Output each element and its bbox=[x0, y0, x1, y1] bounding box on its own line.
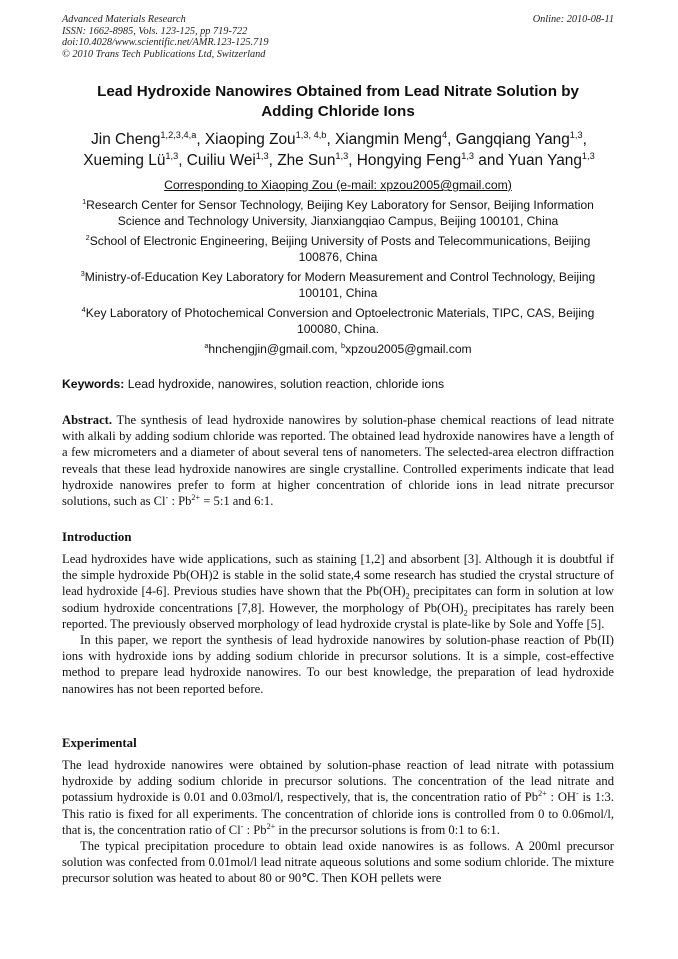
experimental-heading: Experimental bbox=[62, 736, 137, 750]
paragraph: Lead hydroxides have wide applications, such as staining [1,2] and absorbent [3]. Although it is doubtful if the simple hydroxide Pb(OH)2 is stable in the solid state,4 some research has studied the crystal structure of lead hydroxide [4-6]. Previous studies have shown that the $Pb(OH)_2$ precipitates can form in solution at low sodium hydroxide concentrations [7,8]. However, the morphology of $Pb(OH)_2$ precipitates has rarely been reported. The previously observed morphology of lead hydroxide crystal is plate-like by Sole and Yoffe [5]. bbox=[62, 552, 614, 631]
author: Yuan Yang$^{1,3}$ bbox=[507, 150, 595, 169]
email-b[interactable]: xpzou2005@gmail.com bbox=[345, 342, 472, 356]
author: Xiaoping Zou$^{1,3, 4,b}$, bbox=[204, 129, 335, 148]
email-a[interactable]: hnchengjin@gmail.com, bbox=[208, 342, 342, 356]
paper-title bbox=[62, 82, 614, 122]
abstract-label: Abstract. bbox=[62, 413, 113, 427]
author: Hongying Feng$^{1,3}$ and bbox=[356, 150, 508, 169]
journal-header bbox=[62, 14, 614, 60]
keywords-text: Lead hydroxide, nanowires, solution reaction, chloride ions bbox=[124, 377, 445, 391]
author-list bbox=[50, 129, 628, 171]
author: Zhe Sun$^{1,3}$, bbox=[277, 150, 357, 169]
corresponding-author-link[interactable]: Corresponding to Xiaoping Zou (e-mail: xpzou2005@gmail.com) bbox=[164, 178, 512, 192]
author: Gangqiang Yang$^{1,3}$, bbox=[455, 129, 587, 148]
paragraph: The lead hydroxide nanowires were obtained by solution-phase reaction of lead nitrate with potassium hydroxide by adding sodium chloride in precursor solutions. The concentration of the lead nitrate and potassium hydroxide is 0.01 and 0.03mol/l, respectively, that is, the concentration ratio of $Pb^{2+}$ : OH- is 1:3. This ratio is fixed for all experiments. The concentration of chloride ions is controlled from 0 to 0.06mol/l, that is, the concentration ratio of Cl- : $Pb^{2+}$ in the precursor solutions is from 0:1 to 6:1. bbox=[62, 758, 614, 837]
issn-line: ISSN: 1662-8985, Vols. 123-125, pp 719-722 bbox=[62, 25, 248, 37]
paragraph: In this paper, we report the synthesis of lead hydroxide nanowires by solution-phase reaction of Pb(II) ions with hydroxide ions by adding sodium chloride in precursor solutions. It is a simple, cost-effective method to prepare lead hydroxide nanowires. To our best knowledge, the preparation of lead hydroxide nanowires has not been reported before. bbox=[62, 633, 614, 696]
title-line-1: Lead Hydroxide Nanowires Obtained from Lead Nitrate Solution by bbox=[97, 83, 579, 100]
author: Jin Cheng$^{1,2,3,4,a}$, bbox=[91, 129, 205, 148]
abstract: Abstract. The synthesis of lead hydroxide nanowires by solution-phase chemical reactions of lead nitrate with alkali by adding sodium chloride was reported. The obtained lead hydroxide nanowires have a length of a few micrometers and a diameter of about several tens of nanometers. The selected-area electron diffraction reveals that these lead hydroxide nanowires are single crystalline. Controlled experiments indicate that lead hydroxide nanowires prefer to form at higher concentration of chloride ions in lead nitrate precursor solutions, such as Cl- : $Pb^{2+}$ = 5:1 and 6:1. bbox=[62, 413, 614, 509]
online-date: Online: 2010-08-11 bbox=[532, 14, 614, 25]
title-line-2: Adding Chloride Ions bbox=[261, 103, 415, 120]
copyright-line: © 2010 Trans Tech Publications Ltd, Switzerland bbox=[62, 48, 266, 60]
introduction-body bbox=[62, 551, 614, 697]
author: Xiangmin Meng$^4$, bbox=[335, 129, 456, 148]
affiliation-2: $^2$School of Electronic Engineering, Beijing University of Posts and Telecommunications, Beijing 100876, China bbox=[85, 232, 591, 264]
author: Cuiliu Wei$^{1,3}$, bbox=[186, 150, 278, 169]
introduction-heading: Introduction bbox=[62, 530, 132, 544]
author-emails: $^a$hnchengjin@gmail.com, $^b$xpzou2005@gmail.com bbox=[204, 340, 472, 356]
doi-line: doi:10.4028/www.scientific.net/AMR.123-125.719 bbox=[62, 37, 269, 49]
affiliation-3: $^3$Ministry-of-Education Key Laboratory for Modern Measurement and Control Technology, Beijing 100101, China bbox=[80, 268, 596, 300]
keywords bbox=[62, 377, 614, 391]
author: Xueming Lü$^{1,3}$, bbox=[83, 150, 187, 169]
keywords-label: Keywords: bbox=[62, 377, 125, 391]
paragraph: The typical precipitation procedure to obtain lead oxide nanowires is as follows. A 200ml precursor solution was confected from 0.01mol/l lead nitrate aqueous solutions and some sodium chloride. The mixture precursor solution was heated to about 80 or 90℃. Then KOH pellets were bbox=[62, 839, 614, 886]
affiliation-1: $^1$Research Center for Sensor Technology, Beijing Key Laboratory for Sensor, Beijing Information Science and Technology University, Jianxiangqiao Campus, Beijing 100101, China bbox=[82, 196, 594, 228]
experimental-body bbox=[62, 757, 614, 887]
journal-name: Advanced Materials Research bbox=[62, 14, 186, 25]
affiliation-4: $^4$Key Laboratory of Photochemical Conversion and Optoelectronic Materials, TIPC, CAS, Beijing 100080, China. bbox=[81, 304, 595, 336]
